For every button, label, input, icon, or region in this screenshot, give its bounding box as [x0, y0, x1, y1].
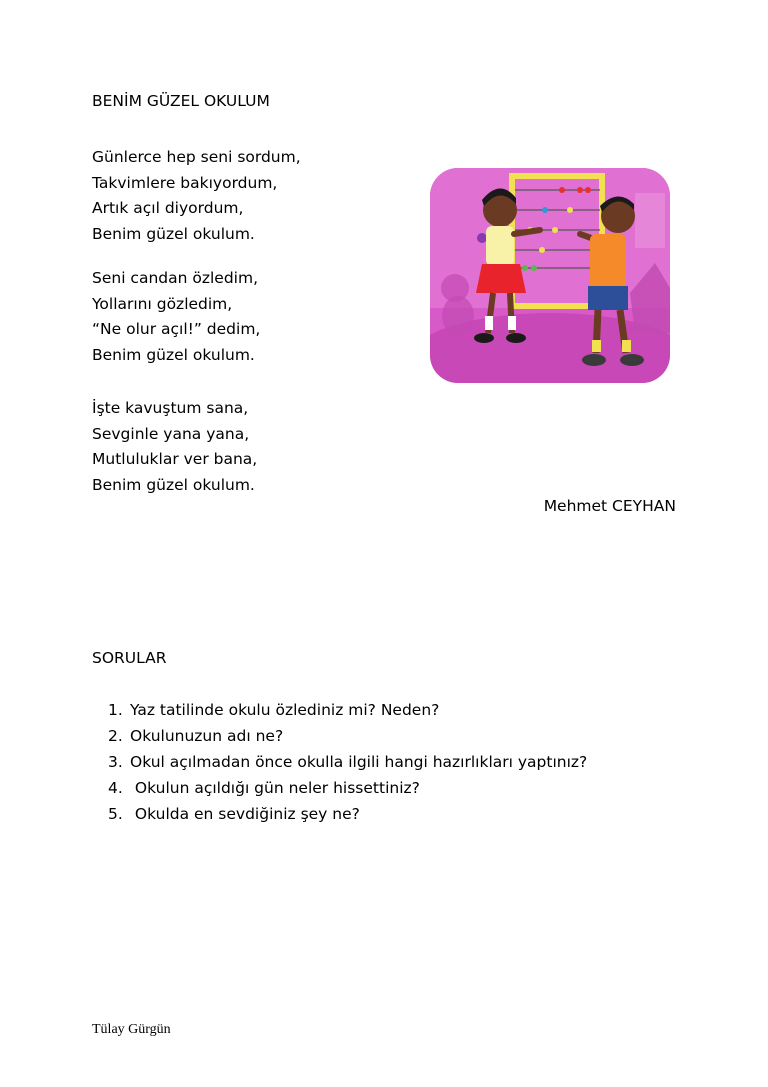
poem-stanza-2: [92, 266, 260, 368]
question-text: Okul açılmadan önce okulla ilgili hangi hazırlıkları yaptınız?: [130, 753, 588, 771]
question-number: 5.: [108, 805, 123, 823]
question-number: 2.: [108, 727, 123, 745]
question-item: [108, 697, 587, 723]
poem-line: Sevginle yana yana,: [92, 424, 250, 443]
poem-line: Seni candan özledim,: [92, 269, 258, 287]
poem-line: Günlerce hep seni sordum,: [92, 148, 301, 166]
question-item: [108, 801, 587, 827]
question-number: 4.: [108, 779, 123, 797]
poem-line: Artık açıl diyordum,: [92, 199, 244, 217]
footer-author: Tülay Gürgün: [92, 1022, 171, 1037]
question-number: 3.: [108, 753, 123, 771]
question-number: 1.: [108, 701, 123, 719]
question-text: Okulun açıldığı gün neler hissettiniz?: [130, 779, 420, 797]
poem-line: İşte kavuştum sana,: [92, 399, 249, 417]
poem-title: BENİM GÜZEL OKULUM: [92, 92, 270, 110]
poem-line: Takvimlere bakıyordum,: [92, 173, 278, 192]
questions-heading: SORULAR: [92, 649, 167, 667]
poem-line: Benim güzel okulum.: [92, 345, 255, 364]
question-text: Okulda en sevdiğiniz şey ne?: [130, 805, 360, 823]
poem-stanza-3: [92, 396, 257, 498]
question-item: [108, 749, 587, 775]
question-item: [108, 723, 587, 749]
children-abacus-illustration: [430, 168, 670, 383]
poem-line: Mutluluklar ver bana,: [92, 450, 258, 468]
poem-line: “Ne olur açıl!” dedim,: [92, 320, 261, 338]
question-text: Okulunuzun adı ne?: [130, 727, 284, 745]
question-text: Yaz tatilinde okulu özlediniz mi? Neden?: [130, 701, 440, 719]
question-item: [108, 775, 587, 801]
poem-line: Benim güzel okulum.: [92, 475, 255, 494]
poem-line: Yollarını gözledim,: [92, 294, 233, 313]
questions-list: [108, 697, 587, 827]
poem-stanza-1: [92, 145, 301, 247]
poem-author: Mehmet CEYHAN: [543, 497, 676, 515]
poem-line: Benim güzel okulum.: [92, 224, 255, 243]
